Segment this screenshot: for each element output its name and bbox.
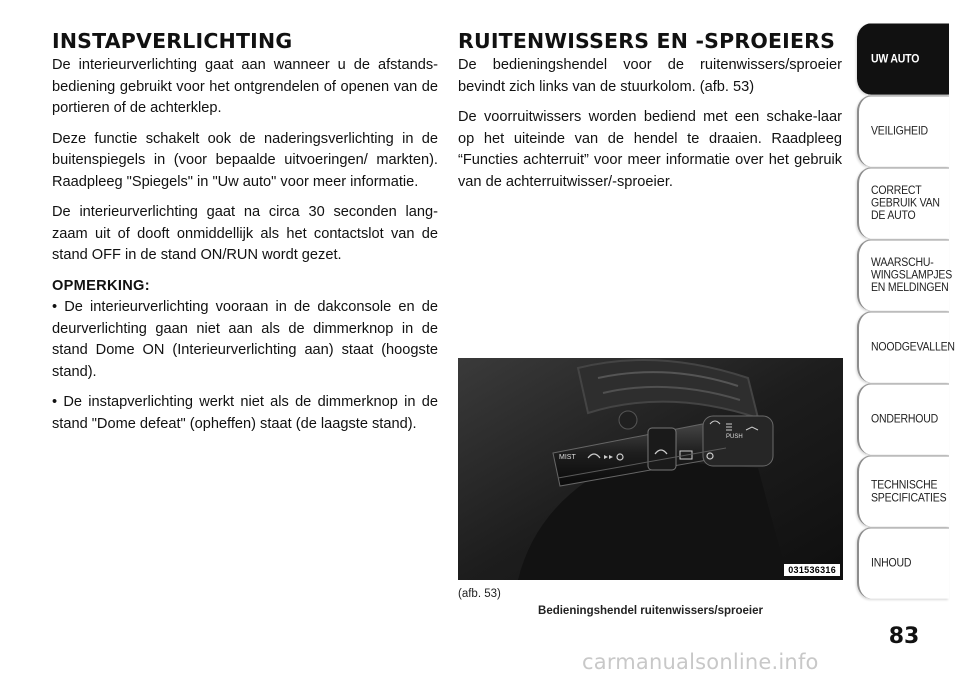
note-heading: OPMERKING: — [52, 277, 150, 294]
figure-reference: (afb. 53) — [458, 588, 501, 600]
paragraph: De interieurverlichting gaat na circa 30 seconden lang-zaam uit of dooft onmiddellijk als het contactslot van de stand OFF in de stand ON/RUN wordt gezet. — [52, 204, 438, 263]
tab-label: CORRECT GEBRUIK VAN DE AUTO — [871, 183, 940, 223]
wiper-lever-illustration — [458, 358, 843, 580]
tab-label: TECHNISCHE SPECIFICATIES — [871, 477, 947, 505]
right-column — [458, 28, 842, 202]
tab-technische-specificaties[interactable] — [857, 455, 949, 526]
note-bullet: • De instapverlichting werkt niet als de dimmerknop in de stand "Dome defeat" (opheffen) staat (de laagste stand). — [52, 394, 438, 432]
figure-caption: Bedieningshendel ruitenwissers/sproeier — [538, 605, 763, 617]
watermark: carmanualsonline.info — [582, 650, 819, 674]
tab-correct-gebruik[interactable] — [857, 167, 949, 238]
tab-label: NOODGEVALLEN — [871, 340, 955, 354]
tab-inhoud[interactable] — [857, 527, 949, 598]
tab-label: ONDERHOUD — [871, 412, 939, 426]
paragraph: De interieurverlichting gaat aan wanneer u de afstands-bediening gebruikt voor het ontgrendelen of openen van de portieren of de achterklep. — [52, 57, 438, 116]
note-bullet: • De interieurverlichting vooraan in de dakconsole en de deurverlichting gaan niet aan als de dimmerknop in de stand Dome ON (Interieurverlichting aan) staat (hoogste stand). — [52, 299, 438, 380]
tab-label: WAARSCHU- WINGSLAMPJES EN MELDINGEN — [871, 255, 953, 295]
left-column — [52, 28, 438, 444]
push-label: PUSH — [726, 434, 743, 440]
section-title-instapverlichting: INSTAPVERLICHTING — [52, 29, 293, 53]
tab-veiligheid[interactable] — [857, 95, 949, 166]
tab-waarschuwingslampjes[interactable] — [857, 239, 953, 310]
tab-uw-auto[interactable] — [857, 23, 949, 94]
paragraph: Deze functie schakelt ook de naderingsverlichting in de buitenspiegels in (voor bepaalde uitvoeringen/ markten). Raadpleeg "Spiegels" in "Uw auto" voor meer informatie. — [52, 130, 438, 190]
paragraph: De bedieningshendel voor de ruitenwissers/sproeier bevindt zich links van de stuurkolom. (afb. 53) — [458, 57, 842, 95]
tab-label: INHOUD — [871, 556, 912, 570]
mist-label: MIST — [559, 454, 576, 461]
paragraph: De voorruitwissers worden bediend met een schake-laar op het uiteinde van de hendel te draaien. Raadpleeg “Functies achterruit” voor meer informatie over het gebruik van de achterruitwisser/-sproeier. — [458, 109, 842, 190]
photo-code: 031536316 — [784, 564, 840, 576]
wiper-lever-photo — [458, 358, 843, 580]
page-number: 83 — [888, 624, 920, 649]
tab-onderhoud[interactable] — [857, 383, 949, 454]
section-title-ruitenwissers: RUITENWISSERS EN -SPROEIERS — [458, 29, 836, 53]
tab-label: VEILIGHEID — [871, 124, 928, 138]
chapter-tabs — [857, 28, 955, 604]
tab-label: UW AUTO — [871, 52, 920, 66]
tab-noodgevallen[interactable] — [857, 311, 955, 382]
